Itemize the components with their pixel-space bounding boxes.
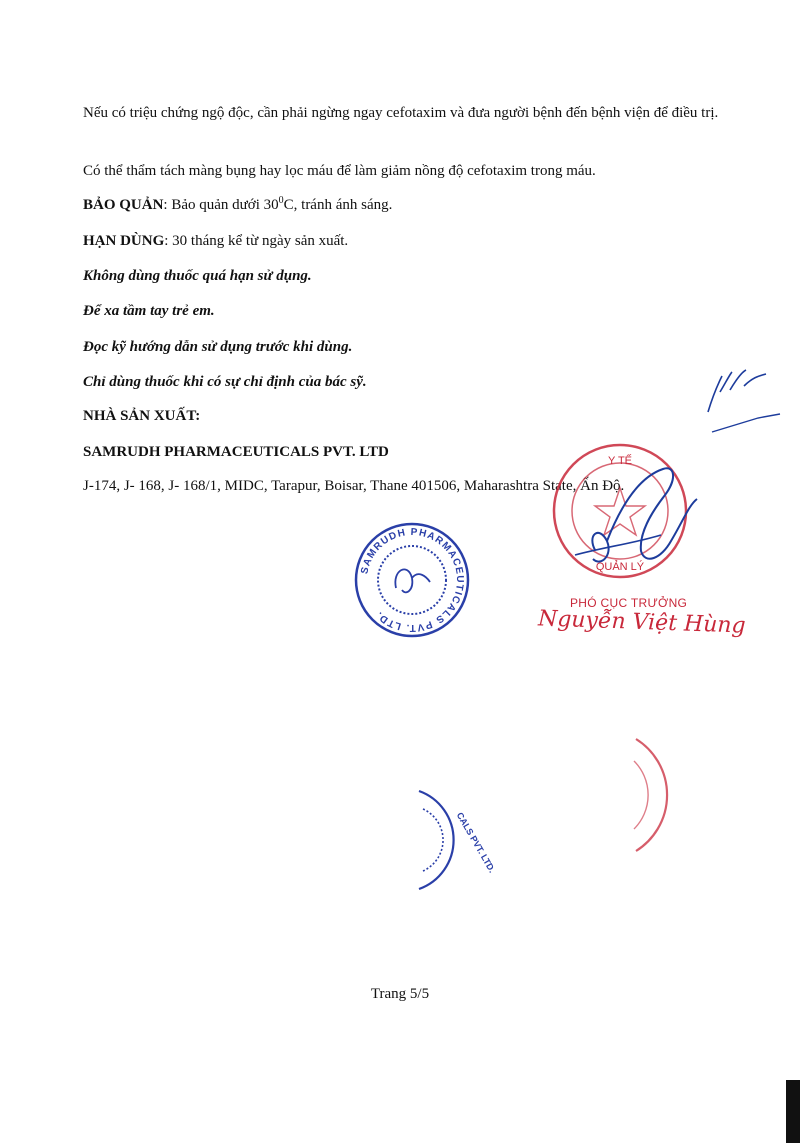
official-role: PHÓ CỤC TRƯỞNG (570, 596, 688, 610)
manufacturer-label: NHÀ SẢN XUẤT: (83, 408, 201, 424)
initials-signature (700, 362, 790, 442)
warning-read-instructions: Đọc kỹ hướng dẫn sử dụng trước khi dùng. (83, 339, 353, 355)
storage-line (83, 194, 723, 216)
partial-company-stamp (415, 785, 498, 895)
paragraph-dialysis: Có thể thẩm tách màng bụng hay lọc máu để làm giảm nồng độ cefotaxim trong máu. (83, 163, 596, 179)
warning-expired: Không dùng thuốc quá hạn sử dụng. (83, 268, 312, 284)
company-stamp-text: SAMRUDH PHARMACEUTICALS PVT. LTD. (359, 526, 466, 634)
expiry-label: HẠN DÙNG (83, 233, 165, 249)
storage-text-pre: : Bảo quản dưới 30 (163, 197, 279, 213)
partial-official-stamp (630, 735, 690, 855)
official-stamp-top: Y TẾ (607, 455, 633, 467)
warning-children: Để xa tầm tay trẻ em. (83, 303, 215, 319)
storage-text-post: C, tránh ánh sáng. (283, 197, 393, 213)
company-stamp (352, 520, 472, 640)
official-name: Nguyễn Việt Hùng (537, 606, 746, 639)
storage-label: BẢO QUẢN (83, 197, 164, 213)
degree-sup: 0 (278, 195, 284, 206)
manufacturer-address: J-174, J- 168, J- 168/1, MIDC, Tarapur, Boisar, Thane 401506, Maharashtra State, Ấn Độ. (83, 478, 625, 494)
warning-prescription: Chỉ dùng thuốc khi có sự chỉ định của bác sỹ. (83, 374, 367, 390)
expiry-line (83, 230, 723, 252)
partial-company-stamp-text: CALS PVT. LTD. (454, 810, 498, 875)
scan-edge-mark (786, 1080, 800, 1143)
official-stamp-bottom: QUẢN LÝ (595, 561, 645, 573)
official-signature (565, 455, 715, 585)
page-number: Trang 5/5 (370, 986, 430, 1002)
paragraph-overdose: Nếu có triệu chứng ngộ độc, cần phải ngừng ngay cefotaxim và đưa người bệnh đến bệnh viện để điều trị. (83, 105, 719, 121)
expiry-text: : 30 tháng kể từ ngày sản xuất. (164, 233, 349, 249)
manufacturer-name: SAMRUDH PHARMACEUTICALS PVT. LTD (83, 444, 389, 460)
